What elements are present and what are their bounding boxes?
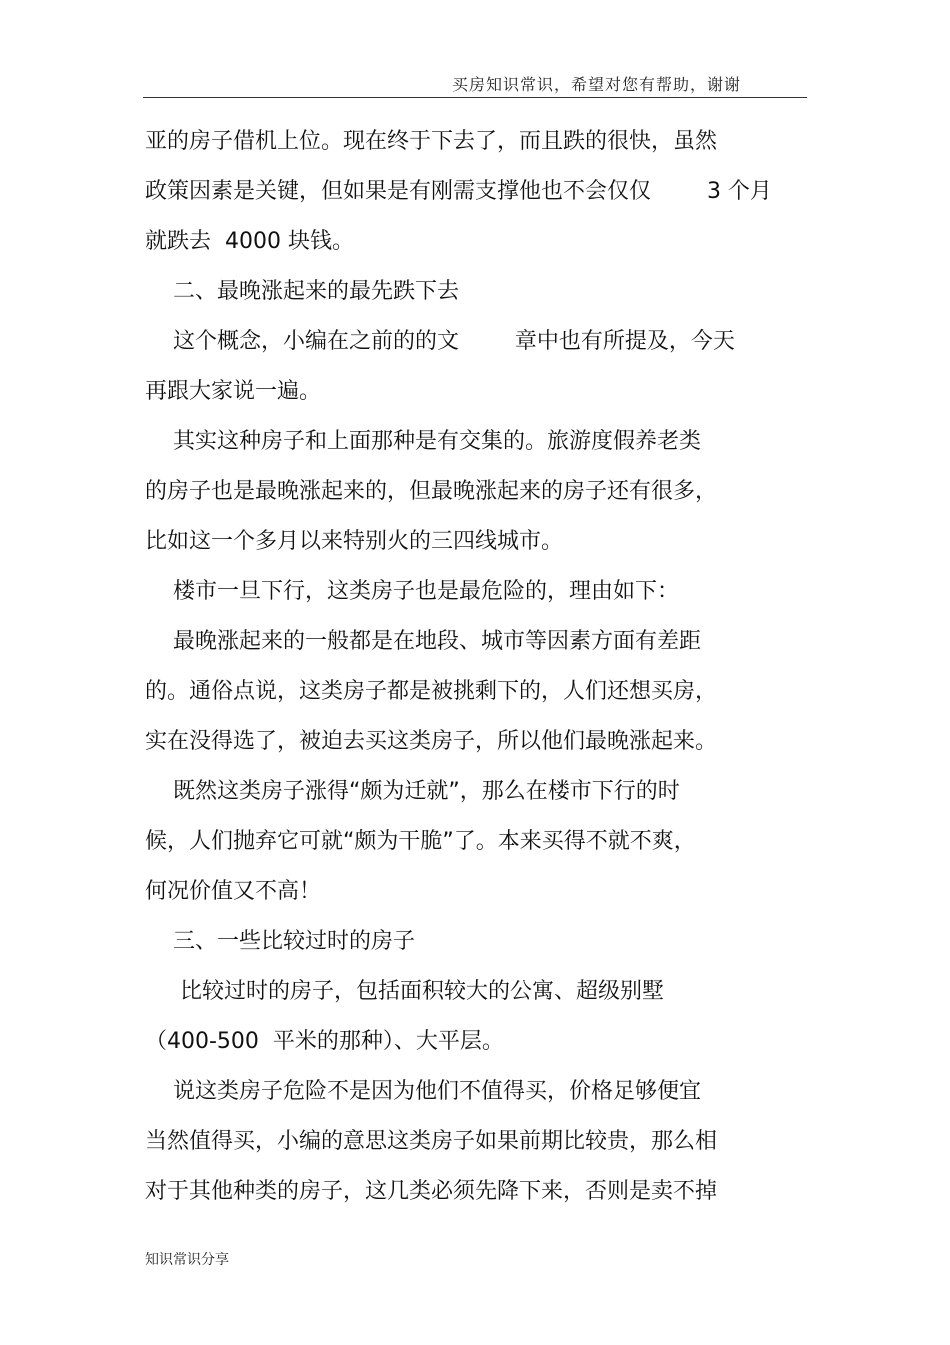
body-line: 楼市一旦下行，这类房子也是最危险的，理由如下： (145, 579, 679, 604)
body-line: 的。通俗点说，这类房子都是被挑剩下的，人们还想买房， (145, 679, 718, 704)
page-header-title: 买房知识常识，希望对您有帮助，谢谢 (452, 75, 742, 94)
body-line: 既然这类房子涨得“颇为迁就”，那么在楼市下行的时 (145, 779, 680, 804)
body-line: 对于其他种类的房子，这几类必须先降下来，否则是卖不掉 (145, 1179, 718, 1204)
body-line: 的房子也是最晚涨起来的，但最晚涨起来的房子还有很多， (145, 479, 718, 504)
body-line: 这个概念，小编在之前的的文 章中也有所提及，今天 (145, 329, 735, 354)
body-line: 实在没得选了，被迫去买这类房子，所以他们最晚涨起来。 (145, 729, 718, 754)
page-footer-text: 知识常识分享 (145, 1252, 229, 1268)
body-line: 亚的房子借机上位。现在终于下去了，而且跌的很快，虽然 (145, 129, 718, 154)
body-line: 比较过时的房子，包括面积较大的公寓、超级别墅 (145, 979, 664, 1004)
body-line: 政策因素是关键，但如果是有刚需支撑他也不会仅仅 3 个月 (145, 179, 772, 204)
body-line: 最晚涨起来的一般都是在地段、城市等因素方面有差距 (145, 629, 701, 654)
section-heading: 二、最晚涨起来的最先跌下去 (145, 279, 459, 304)
header-divider (143, 97, 807, 98)
body-line: 就跌去 4000 块钱。 (145, 229, 354, 254)
body-line: 再跟大家说一遍。 (145, 379, 322, 404)
section-heading: 三、一些比较过时的房子 (145, 929, 415, 954)
body-line: 说这类房子危险不是因为他们不值得买，价格足够便宜 (145, 1079, 701, 1104)
body-line: 何况价值又不高！ (145, 879, 322, 904)
body-line: 当然值得买，小编的意思这类房子如果前期比较贵，那么相 (145, 1129, 718, 1154)
body-line: 候，人们抛弃它可就“颇为干脆”了。本来买得不就不爽， (145, 829, 696, 854)
body-line: 其实这种房子和上面那种是有交集的。旅游度假养老类 (145, 429, 701, 454)
body-line: （400-500 平米的那种）、大平层。 (145, 1029, 504, 1054)
body-line: 比如这一个多月以来特别火的三四线城市。 (145, 529, 564, 554)
